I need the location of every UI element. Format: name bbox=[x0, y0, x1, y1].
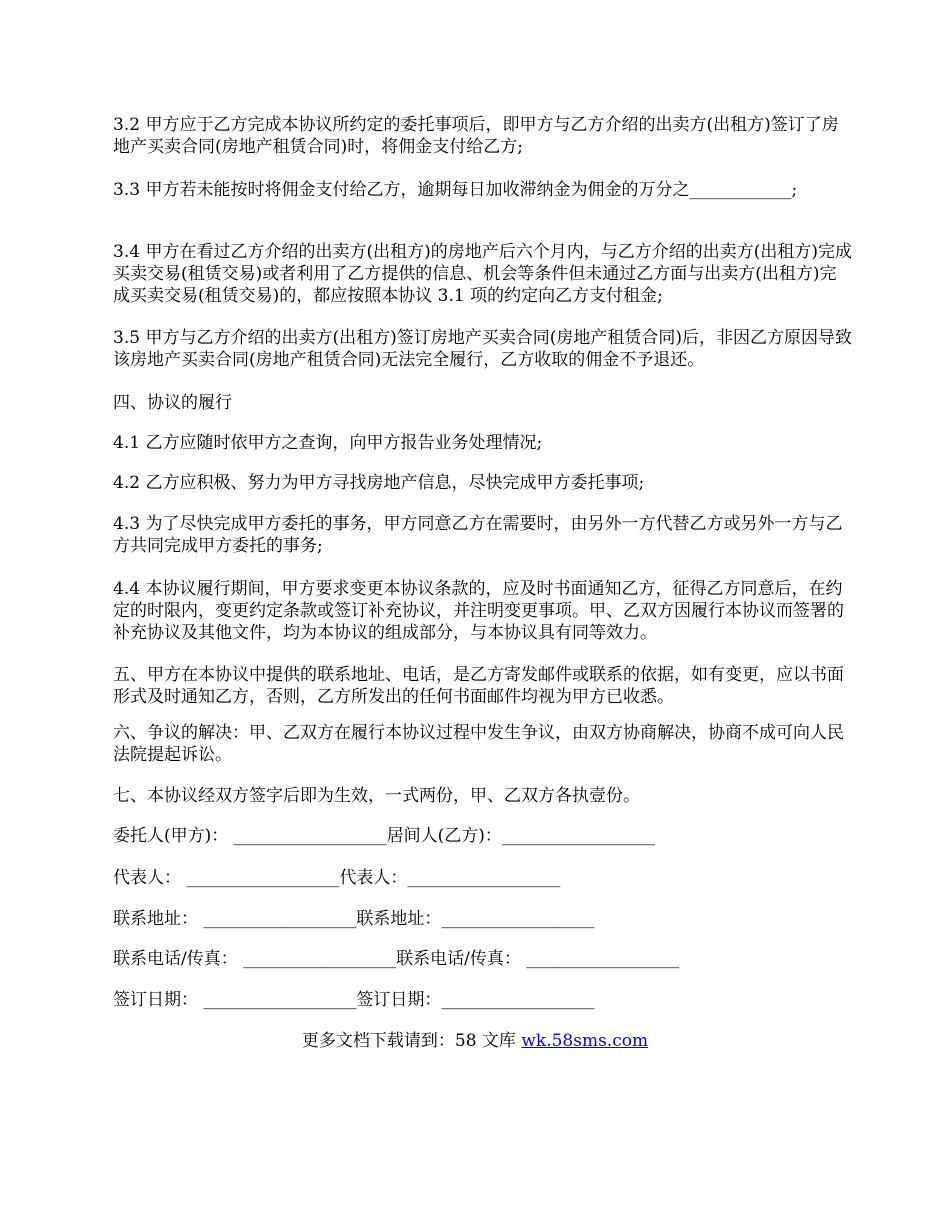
clause-3-4: 3.4 甲方在看过乙方介绍的出卖方(出租方)的房地产后六个月内，与乙方介绍的出卖方(出租方)完成买卖交易(租赁交易)或者利用了乙方提供的信息、机会等条件但未通过乙方面与出卖方(出租方)完成买卖交易(租赁交易)的，都应按照本协议 3.1 项的约定向乙方支付租金; bbox=[113, 242, 852, 306]
section-6: 六、争议的解决：甲、乙双方在履行本协议过程中发生争议，由双方协商解决，协商不成可向人民法院提起诉讼。 bbox=[113, 723, 844, 765]
clause-4-1: 4.1 乙方应随时依甲方之查询，向甲方报告业务处理情况; bbox=[113, 433, 543, 453]
footer-text: 更多文档下载请到：58 文库 bbox=[301, 1031, 522, 1051]
section-5: 五、甲方在本协议中提供的联系地址、电话，是乙方寄发邮件或联系的依据，如有变更，应以书面形式及时通知乙方，否则，乙方所发出的任何书面邮件均视为甲方已收悉。 bbox=[113, 665, 844, 707]
footer-link[interactable]: wk.58sms.com bbox=[521, 1031, 649, 1051]
clause-3-3: 3.3 甲方若未能按时将佣金支付给乙方，逾期每日加收滞纳金为佣金的万分之____________; bbox=[113, 180, 798, 200]
section-4-heading: 四、协议的履行 bbox=[113, 393, 232, 413]
clause-4-2: 4.2 乙方应积极、努力为甲方寻找房地产信息，尽快完成甲方委托事项; bbox=[113, 473, 645, 493]
clause-4-4: 4.4 本协议履行期间，甲方要求变更本协议条款的，应及时书面通知乙方，征得乙方同意后，在约定的时限内，变更约定条款或签订补充协议，并注明变更事项。甲、乙双方因履行本协议而签署的补充协议及其他文件，均为本协议的组成部分，与本协议具有同等效力。 bbox=[113, 579, 844, 643]
signature-phone-fax-row: 联系电话/传真： __________________联系电话/传真： __________________ bbox=[113, 949, 680, 969]
section-7: 七、本协议经双方签字后即为生效，一式两份，甲、乙双方各执壹份。 bbox=[113, 786, 640, 806]
clause-3-2: 3.2 甲方应于乙方完成本协议所约定的委托事项后，即甲方与乙方介绍的出卖方(出租方)签订了房地产买卖合同(房地产租赁合同)时，将佣金支付给乙方; bbox=[113, 115, 839, 157]
signature-principal-row: 委托人(甲方)： __________________居间人(乙方)：__________________ bbox=[113, 826, 655, 846]
clause-3-5: 3.5 甲方与乙方介绍的出卖方(出租方)签订房地产买卖合同(房地产租赁合同)后，非因乙方原因导致该房地产买卖合同(房地产租赁合同)无法完全履行，乙方收取的佣金不予退还。 bbox=[113, 328, 852, 370]
signature-address-row: 联系地址： __________________联系地址：__________________ bbox=[113, 909, 595, 929]
clause-4-3: 4.3 为了尽快完成甲方委托的事务，甲方同意乙方在需要时，由另外一方代替乙方或另外一方与乙方共同完成甲方委托的事务; bbox=[113, 514, 843, 556]
signature-date-row: 签订日期： __________________签订日期：__________________ bbox=[113, 990, 595, 1010]
footer bbox=[0, 1030, 950, 1052]
signature-representative-row: 代表人： __________________代表人：__________________ bbox=[113, 868, 561, 888]
